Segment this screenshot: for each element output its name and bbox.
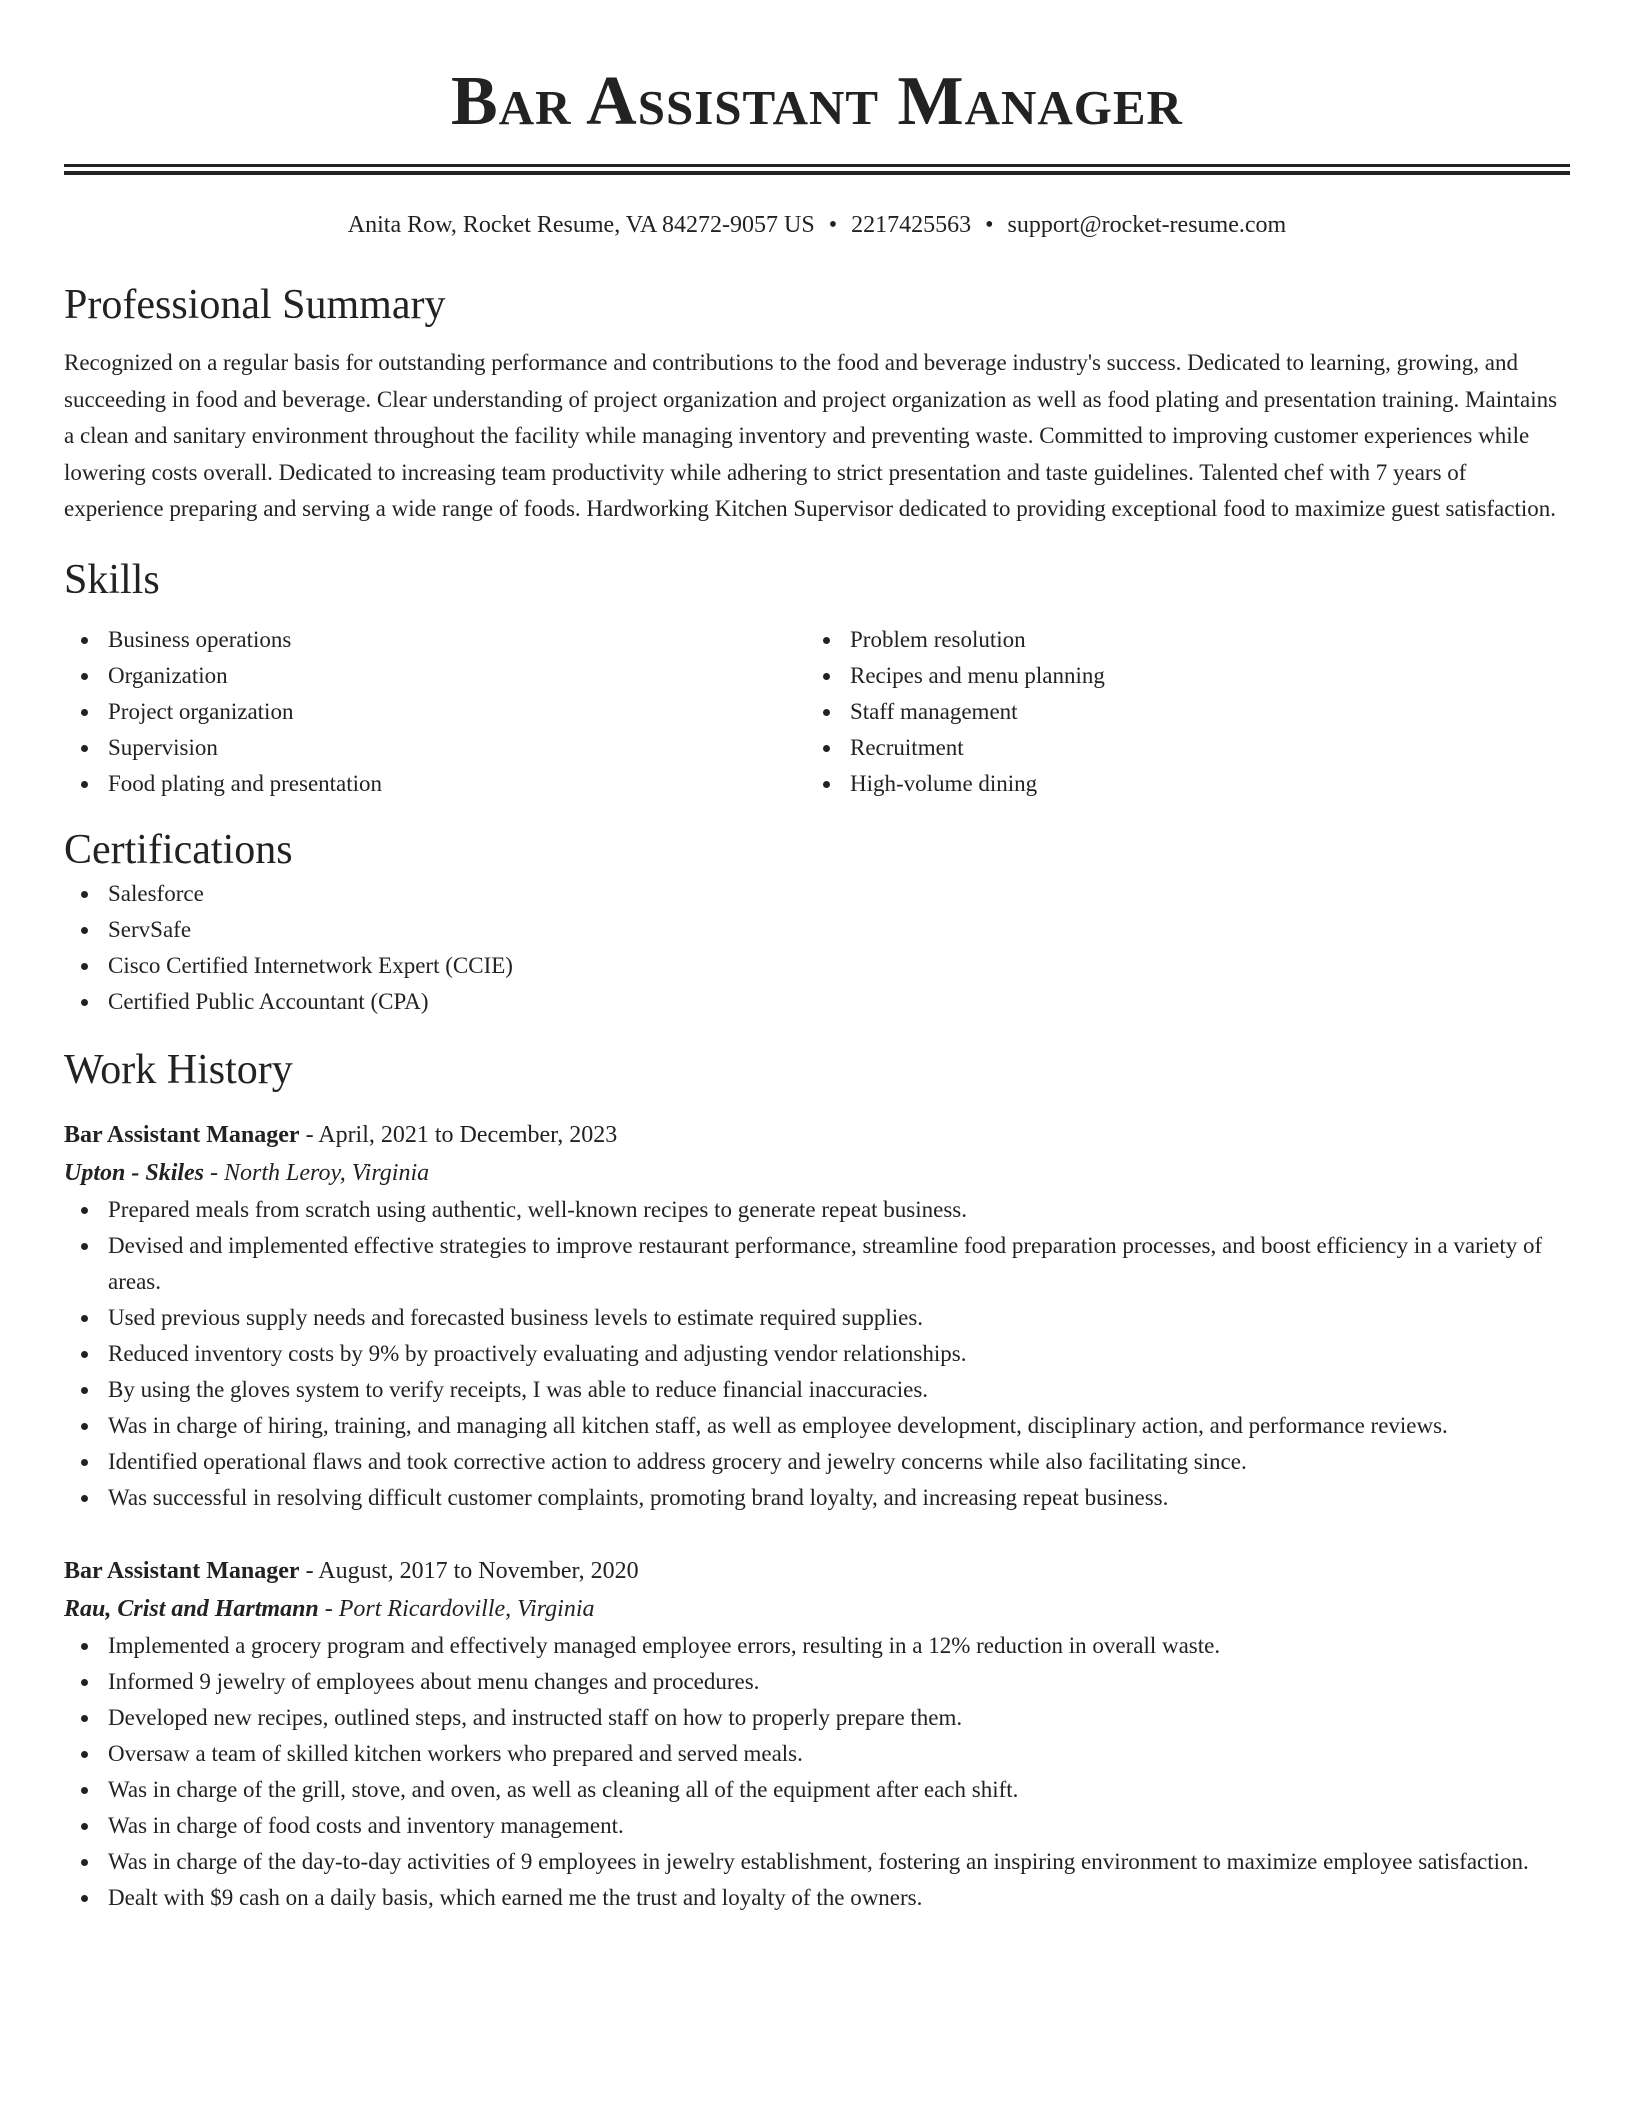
skills-heading: Skills bbox=[64, 556, 160, 603]
job-duty: Was successful in resolving difficult customer complaints, promoting brand loyalty, and increasing repeat business. bbox=[64, 1480, 1570, 1516]
skill-item: Staff management bbox=[806, 694, 1548, 730]
job-dates: - August, 2017 to November, 2020 bbox=[299, 1557, 639, 1584]
job-duties-list bbox=[64, 1628, 1570, 1916]
summary-heading: Professional Summary bbox=[64, 282, 446, 328]
certification-item: ServSafe bbox=[64, 912, 1570, 948]
skills-list-right bbox=[806, 622, 1548, 802]
skills-section bbox=[64, 554, 1570, 802]
skill-item: Problem resolution bbox=[806, 622, 1548, 658]
job-duty: Reduced inventory costs by 9% by proactively evaluating and adjusting vendor relationships. bbox=[64, 1336, 1570, 1372]
contact-separator: • bbox=[985, 212, 994, 238]
skill-item: Organization bbox=[64, 658, 806, 694]
skill-item: Business operations bbox=[64, 622, 806, 658]
job-title-line bbox=[64, 1116, 1570, 1154]
skills-list-left bbox=[64, 622, 806, 802]
work-history-section bbox=[64, 1044, 1570, 1916]
title-divider bbox=[64, 164, 1570, 175]
certifications-list bbox=[64, 876, 1570, 1020]
skill-item: High-volume dining bbox=[806, 766, 1548, 802]
contact-email: support@rocket-resume.com bbox=[1007, 212, 1287, 238]
skill-item: Recipes and menu planning bbox=[806, 658, 1548, 694]
job-title-line bbox=[64, 1552, 1570, 1590]
job-duty: Was in charge of food costs and inventory management. bbox=[64, 1808, 1570, 1844]
job-duty: Prepared meals from scratch using authentic, well-known recipes to generate repeat business. bbox=[64, 1192, 1570, 1228]
contact-separator: • bbox=[828, 212, 838, 238]
contact-line bbox=[64, 209, 1570, 241]
skill-item: Food plating and presentation bbox=[64, 766, 806, 802]
certification-item: Cisco Certified Internetwork Expert (CCIE) bbox=[64, 948, 1570, 984]
job-duties-list bbox=[64, 1192, 1570, 1516]
contact-address: Anita Row, Rocket Resume, VA 84272-9057 US bbox=[347, 212, 815, 238]
skills-column-right bbox=[806, 622, 1548, 802]
job-duty: Developed new recipes, outlined steps, and instructed staff on how to properly prepare them. bbox=[64, 1700, 1570, 1736]
job-title: Bar Assistant Manager bbox=[64, 1121, 300, 1148]
resume-title: Bar Assistant Manager bbox=[451, 63, 1183, 140]
job-entry bbox=[64, 1116, 1570, 1516]
resume-page bbox=[64, 0, 1570, 1916]
job-duty: Implemented a grocery program and effectively managed employee errors, resulting in a 12% reduction in overall waste. bbox=[64, 1628, 1570, 1664]
certification-item: Certified Public Accountant (CPA) bbox=[64, 984, 1570, 1020]
job-company: Upton - Skiles bbox=[64, 1159, 205, 1186]
job-duty: By using the gloves system to verify receipts, I was able to reduce financial inaccuracies. bbox=[64, 1372, 1570, 1408]
job-company-line bbox=[64, 1154, 1570, 1192]
job-location: - North Leroy, Virginia bbox=[204, 1159, 430, 1186]
skill-item: Supervision bbox=[64, 730, 806, 766]
work-history-heading: Work History bbox=[64, 1046, 293, 1093]
job-dates: - April, 2021 to December, 2023 bbox=[299, 1121, 618, 1148]
skill-item: Recruitment bbox=[806, 730, 1548, 766]
job-entry bbox=[64, 1552, 1570, 1916]
certification-item: Salesforce bbox=[64, 876, 1570, 912]
job-location: - Port Ricardoville, Virginia bbox=[318, 1595, 595, 1622]
summary-section bbox=[64, 279, 1570, 528]
job-company: Rau, Crist and Hartmann bbox=[64, 1595, 319, 1622]
job-duty: Was in charge of the grill, stove, and oven, as well as cleaning all of the equipment after each shift. bbox=[64, 1772, 1570, 1808]
job-duty: Informed 9 jewelry of employees about menu changes and procedures. bbox=[64, 1664, 1570, 1700]
job-duty: Was in charge of hiring, training, and managing all kitchen staff, as well as employee development, disciplinary action, and performance reviews. bbox=[64, 1408, 1570, 1444]
skills-column-left bbox=[64, 622, 806, 802]
job-duty: Oversaw a team of skilled kitchen workers who prepared and served meals. bbox=[64, 1736, 1570, 1772]
certifications-section bbox=[64, 824, 1570, 1020]
job-duty: Devised and implemented effective strategies to improve restaurant performance, streamline food preparation processes, and boost efficiency in a variety of areas. bbox=[64, 1228, 1570, 1300]
certifications-heading: Certifications bbox=[64, 826, 293, 873]
job-company-line bbox=[64, 1590, 1570, 1628]
skill-item: Project organization bbox=[64, 694, 806, 730]
job-duty: Identified operational flaws and took corrective action to address grocery and jewelry concerns while also facilitating since. bbox=[64, 1444, 1570, 1480]
job-duty: Was in charge of the day-to-day activities of 9 employees in jewelry establishment, fostering an inspiring environment to maximize employee satisfaction. bbox=[64, 1844, 1570, 1880]
job-duty: Used previous supply needs and forecasted business levels to estimate required supplies. bbox=[64, 1300, 1570, 1336]
summary-text: Recognized on a regular basis for outstanding performance and contributions to the food and beverage industry's success. Dedicated to learning, growing, and succeeding in food and beverage. Clear understanding of project organization and project organization as well as food plating and presentation training. Maintains a clean and sanitary environment throughout the facility while managing inventory and preventing waste. Committed to improving customer experiences while lowering costs overall. Dedicated to increasing team productivity while adhering to strict presentation and taste guidelines. Talented chef with 7 years of experience preparing and serving a wide range of foods. Hardworking Kitchen Supervisor dedicated to providing exceptional food to maximize guest satisfaction. bbox=[64, 350, 1558, 521]
job-title: Bar Assistant Manager bbox=[64, 1557, 300, 1584]
skills-grid bbox=[64, 622, 1570, 802]
job-duty: Dealt with $9 cash on a daily basis, which earned me the trust and loyalty of the owners. bbox=[64, 1880, 1570, 1916]
contact-phone: 2217425563 bbox=[851, 212, 972, 238]
